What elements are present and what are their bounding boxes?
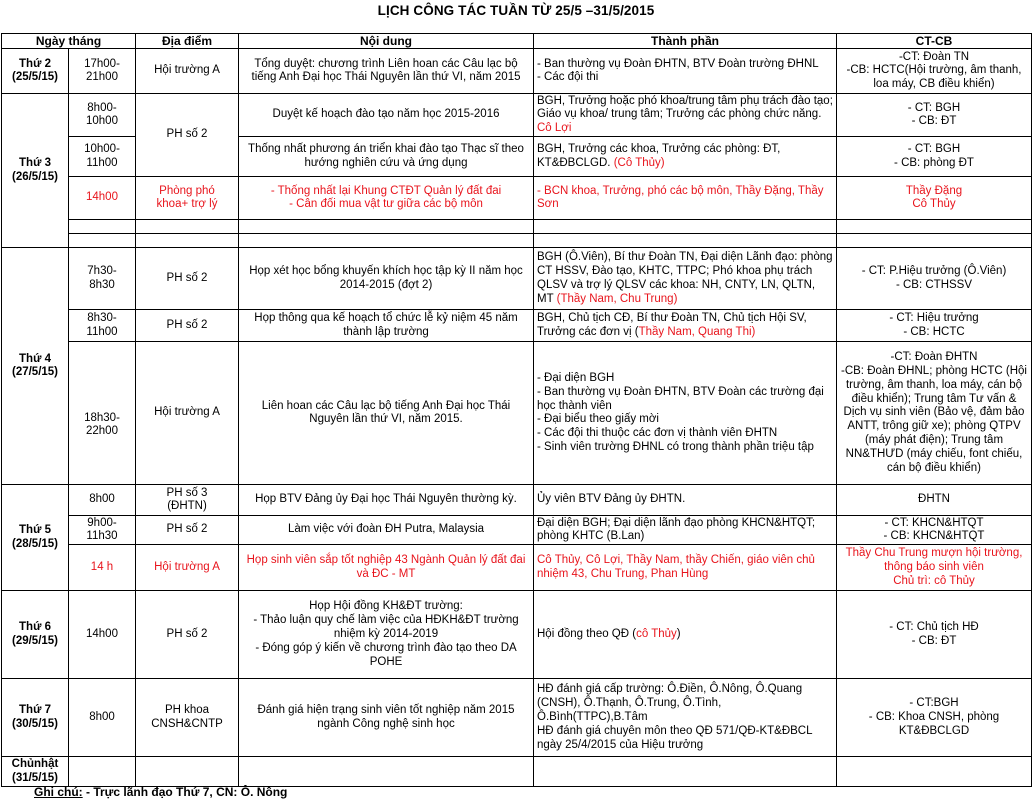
ctcb-cell: ĐHTN — [837, 485, 1032, 516]
ctcb-cell: - CT: Chủ tịch HĐ - CB: ĐT — [837, 591, 1032, 679]
time-cell: 14 h — [69, 545, 136, 591]
ctcb-cell: - CT: Hiệu trưởng - CB: HCTC — [837, 310, 1032, 342]
day-cell: Chủnhật (31/5/15) — [2, 757, 69, 787]
members-cell: Hội đồng theo QĐ (cô Thủy) — [534, 591, 837, 679]
content-cell: Liên hoan các Câu lạc bộ tiếng Anh Đại học Thái Nguyên lần thứ VI, năm 2015. — [239, 342, 534, 485]
table-row — [2, 94, 1032, 137]
members-cell: BGH, Trưởng hoặc phó khoa/trung tâm phụ trách đào tạo; Giáo vụ khoa/ trung tâm; Trưởng các phòng chức năng. Cô Lợi — [534, 94, 837, 137]
members-cell: Ủy viên BTV Đảng ủy ĐHTN. — [534, 485, 837, 516]
place-cell: PH số 2 — [136, 94, 239, 177]
header-place: Địa điểm — [136, 34, 239, 49]
time-cell: 8h30- 11h00 — [69, 310, 136, 342]
table-row — [2, 177, 1032, 220]
footnote — [34, 785, 287, 799]
content-cell: Họp thông qua kế hoạch tổ chức lễ kỷ niệm 45 năm thành lập trường — [239, 310, 534, 342]
ctcb-cell: Thầy Chu Trung mượn hội trường, thông báo sinh viên Chủ trì: cô Thủy — [837, 545, 1032, 591]
table-row — [2, 342, 1032, 485]
header-members: Thành phần — [534, 34, 837, 49]
day-cell: Thứ 3 (26/5/15) — [2, 94, 69, 248]
place-cell: Hội trường A — [136, 545, 239, 591]
time-cell: 7h30- 8h30 — [69, 248, 136, 310]
members-cell: Cô Thủy, Cô Lợi, Thầy Nam, thầy Chiến, giáo viên chủ nhiệm 43, Chu Trung, Phan Hùng — [534, 545, 837, 591]
footnote-text: - Trực lãnh đạo Thứ 7, CN: Ô. Nông — [82, 785, 288, 799]
content-cell: Thống nhất phương án triển khai đào tạo Thạc sĩ theo hướng nghiên cứu và ứng dụng — [239, 137, 534, 177]
page-title: LỊCH CÔNG TÁC TUẦN TỪ 25/5 –31/5/2015 — [377, 3, 655, 18]
content-cell: Đánh giá hiện trạng sinh viên tốt nghiệp năm 2015 ngành Công nghệ sinh học — [239, 679, 534, 757]
ctcb-cell: - CT: P.Hiệu trưởng (Ô.Viên) - CB: CTHSSV — [837, 248, 1032, 310]
ctcb-cell: - CT: BGH - CB: ĐT — [837, 94, 1032, 137]
members-cell: BGH, Chủ tịch CĐ, Bí thư Đoàn TN, Chủ tịch Hội SV, Trưởng các đơn vị (Thầy Nam, Quang Thi) — [534, 310, 837, 342]
time-cell: 8h00 — [69, 679, 136, 757]
schedule-table — [1, 33, 1032, 787]
content-cell: Họp xét học bổng khuyến khích học tập kỳ II năm học 2014-2015 (đợt 2) — [239, 248, 534, 310]
content-cell: Họp sinh viên sắp tốt nghiệp 43 Ngành Quản lý đất đai và ĐC - MT — [239, 545, 534, 591]
table-row — [2, 248, 1032, 310]
time-cell: 17h00- 21h00 — [69, 49, 136, 94]
day-cell: Thứ 2 (25/5/15) — [2, 49, 69, 94]
header-row — [2, 34, 1032, 49]
header-ctcb: CT-CB — [837, 34, 1032, 49]
content-cell: Duyệt kế hoạch đào tạo năm học 2015-2016 — [239, 94, 534, 137]
time-cell: 9h00- 11h30 — [69, 516, 136, 545]
members-cell: BGH (Ô.Viên), Bí thư Đoàn TN, Đại diện Lãnh đạo: phòng CT HSSV, Đào tạo, KHTC, TTPC; Phó khoa phụ trách QLSV và trợ lý QLSV các khoa: NH, CNTY, LN, QLTN, MT (Thầy Nam, Chu Trung) — [534, 248, 837, 310]
table-row-empty — [2, 234, 1032, 248]
members-cell: BGH, Trưởng các khoa, Trưởng các phòng: ĐT, KT&ĐBCLGD. (Cô Thủy) — [534, 137, 837, 177]
members-cell: Đại diện BGH; Đại diện lãnh đạo phòng KHCN&HTQT; phòng KHTC (B.Lan) — [534, 516, 837, 545]
ctcb-cell: - CT:BGH - CB: Khoa CNSH, phòng KT&ĐBCLGD — [837, 679, 1032, 757]
ctcb-cell: -CT: Đoàn ĐHTN -CB: Đoàn ĐHNL; phòng HCTC (Hội trường, âm thanh, loa máy, cán bộ điều khiển); Trung tâm Tư vấn & Dịch vụ sinh viên (Bảo vệ, đảm bảo ANTT, trông giữ xe); phòng QTPV (máy phát điện); Trung tâm NN&THƯD (máy chiếu, font chiếu, cán bộ điều khiển) — [837, 342, 1032, 485]
place-cell: PH số 3 (ĐHTN) — [136, 485, 239, 516]
content-cell: - Thống nhất lại Khung CTĐT Quản lý đất đai - Cân đối mua vật tư giữa các bộ môn — [239, 177, 534, 220]
table-row — [2, 485, 1032, 516]
day-cell: Thứ 4 (27/5/15) — [2, 248, 69, 485]
header-date: Ngày tháng — [2, 34, 136, 49]
content-cell: Họp BTV Đảng ủy Đại học Thái Nguyên thường kỳ. — [239, 485, 534, 516]
day-cell: Thứ 6 (29/5/15) — [2, 591, 69, 679]
ctcb-cell: - CT: BGH - CB: phòng ĐT — [837, 137, 1032, 177]
time-cell: 14h00 — [69, 177, 136, 220]
members-cell: - Ban thường vụ Đoàn ĐHTN, BTV Đoàn trường ĐHNL - Các đội thi — [534, 49, 837, 94]
table-row — [2, 545, 1032, 591]
table-row-empty — [2, 220, 1032, 234]
content-cell: Họp Hội đồng KH&ĐT trường: - Thảo luận quy chế làm việc của HĐKH&ĐT trường nhiệm kỳ 2014-2019 - Đóng góp ý kiến về chương trình đào tạo theo DA POHE — [239, 591, 534, 679]
time-cell: 18h30- 22h00 — [69, 342, 136, 485]
place-cell: PH số 2 — [136, 248, 239, 310]
time-cell: 10h00- 11h00 — [69, 137, 136, 177]
footnote-label: Ghi chú: — [34, 785, 83, 799]
table-row — [2, 310, 1032, 342]
ctcb-cell: -CT: Đoàn TN -CB: HCTC(Hội trường, âm thanh, loa máy, CB điều khiển) — [837, 49, 1032, 94]
day-cell: Thứ 5 (28/5/15) — [2, 485, 69, 591]
table-row — [2, 757, 1032, 787]
members-cell: - Đại diện BGH - Ban thường vụ Đoàn ĐHTN, BTV Đoàn các trường đại học thành viên - Đại biểu theo giấy mời - Các đội thi thuộc các đơn vị thành viên ĐHTN - Sinh viên trường ĐHNL có trong thành phần triệu tập — [534, 342, 837, 485]
place-cell: PH số 2 — [136, 310, 239, 342]
place-cell: PH khoa CNSH&CNTP — [136, 679, 239, 757]
time-cell: 8h00 — [69, 485, 136, 516]
place-cell: Hội trường A — [136, 342, 239, 485]
place-cell: PH số 2 — [136, 591, 239, 679]
table-row — [2, 591, 1032, 679]
table-row — [2, 49, 1032, 94]
content-cell: Tổng duyệt: chương trình Liên hoan các Câu lạc bộ tiếng Anh Đại học Thái Nguyên lần thứ VI, năm 2015 — [239, 49, 534, 94]
ctcb-cell: Thầy Đặng Cô Thủy — [837, 177, 1032, 220]
content-cell: Làm việc với đoàn ĐH Putra, Malaysia — [239, 516, 534, 545]
table-row — [2, 516, 1032, 545]
time-cell: 8h00- 10h00 — [69, 94, 136, 137]
table-row — [2, 679, 1032, 757]
place-cell: PH số 2 — [136, 516, 239, 545]
place-cell: Phòng phó khoa+ trợ lý — [136, 177, 239, 220]
header-content: Nội dung — [239, 34, 534, 49]
ctcb-cell: - CT: KHCN&HTQT - CB: KHCN&HTQT — [837, 516, 1032, 545]
time-cell: 14h00 — [69, 591, 136, 679]
day-cell: Thứ 7 (30/5/15) — [2, 679, 69, 757]
members-cell: - BCN khoa, Trưởng, phó các bộ môn, Thầy Đặng, Thầy Sơn — [534, 177, 837, 220]
members-cell: HĐ đánh giá cấp trường: Ô.Điền, Ô.Nông, Ô.Quang (CNSH), Ô.Thạnh, Ô.Trung, Ô.Tình, Ô.Bình(TTPC),B.Tâm HĐ đánh giá chuyên môn theo QĐ 571/QĐ-KT&ĐBCL ngày 25/4/2015 của Hiệu trưởng — [534, 679, 837, 757]
place-cell: Hội trường A — [136, 49, 239, 94]
